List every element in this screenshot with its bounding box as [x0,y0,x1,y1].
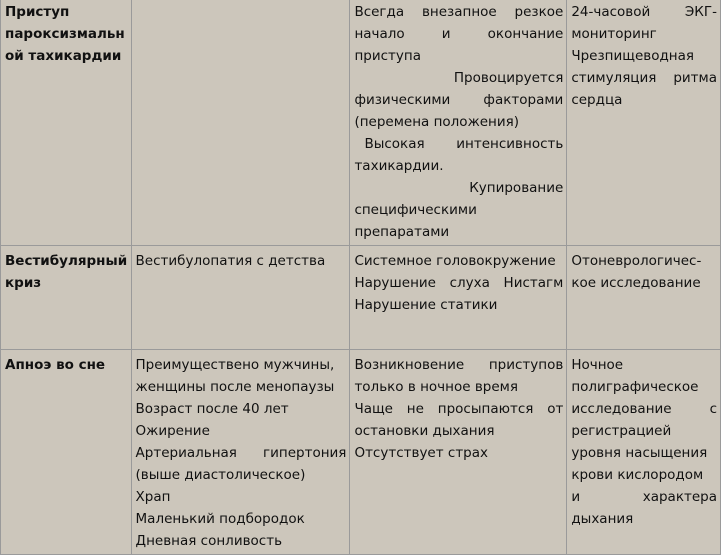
cell-line: препаратами [354,224,450,240]
cell-line: кое исследование [571,275,701,291]
cell-line: (перемена положения) [354,114,520,130]
cell-line: регистрацией [571,423,672,439]
cell-line: Всегда внезапное резкое [354,4,564,20]
cell-line: Отсутствует страх [354,445,489,461]
cell-line: Вестибулопатия с детства [135,253,326,269]
symptoms-cell [350,0,567,246]
cell-line: только в ночное время [354,379,518,395]
cell-line: криз [5,275,42,291]
cell-line: Артериальная гипертония [135,445,347,461]
cell-line: уровня насыщения [571,445,708,461]
cell-line: Храп [135,489,171,505]
cell-line: Маленький подбородок [135,511,305,527]
cell-line: остановки дыхания [354,423,495,439]
symptoms-cell [350,246,567,350]
cell-line: Нарушение слуха Нистагм [354,275,564,291]
cell-line: (выше диастолическое) [135,467,306,483]
cell-line: и характера [571,489,717,505]
cell-line: Нарушение статики [354,297,498,313]
cell-line: исследование с [571,401,717,417]
cell-line: Возникновение приступов [354,357,564,373]
cell-line: Возраст после 40 лет [135,401,289,417]
cell-line: ой тахикардии [5,48,122,64]
cell-line: начало и окончание [354,26,564,42]
cell-line: дыхания [571,511,634,527]
cell-line: пароксизмальн [5,26,125,42]
diagnostics-cell [567,246,721,350]
cell-line: женщины после менопаузы [135,379,335,395]
diagnostics-cell [567,0,721,246]
cell-line: специфическими [354,202,477,218]
risk-factors-cell [131,350,350,555]
cell-line: мониторинг [571,26,657,42]
cell-line: Ночное [571,357,624,373]
cell-line: Чрезпищеводная [571,48,695,64]
cell-line: Ожирение [135,423,210,439]
cell-line: 24-часовой ЭКГ- [571,4,717,20]
diagnostics-cell [567,350,721,555]
cell-line: Апноэ во сне [5,357,106,373]
cell-line: Дневная сонливость [135,533,283,549]
cell-line: Системное головокружение [354,253,556,269]
cell-line: Чаще не просыпаются от [354,401,564,417]
cell-line: полиграфическое [571,379,699,395]
table-row [1,0,721,246]
risk-factors-cell [131,246,350,350]
condition-cell [1,0,132,246]
cell-line: сердца [571,92,623,108]
cell-line: крови кислородом [571,467,704,483]
cell-line: Провоцируется [453,70,564,86]
table-row [1,350,721,555]
condition-cell [1,350,132,555]
cell-line: Купирование [469,180,564,196]
table-row [1,246,721,350]
cell-line: Высокая интенсивность [364,136,564,152]
cell-line: Вестибулярный [5,253,128,269]
cell-line: физическими факторами [354,92,564,108]
cell-line: Приступ [5,4,70,20]
cell-line: Отоневрологичес- [571,253,702,269]
risk-factors-cell [131,0,350,246]
cell-line: приступа [354,48,421,64]
cell-line: стимуляция ритма [571,70,717,86]
cell-line: тахикардии. [354,158,444,174]
condition-cell [1,246,132,350]
symptoms-cell [350,350,567,555]
cell-line: Преимуществено мужчины, [135,357,335,373]
